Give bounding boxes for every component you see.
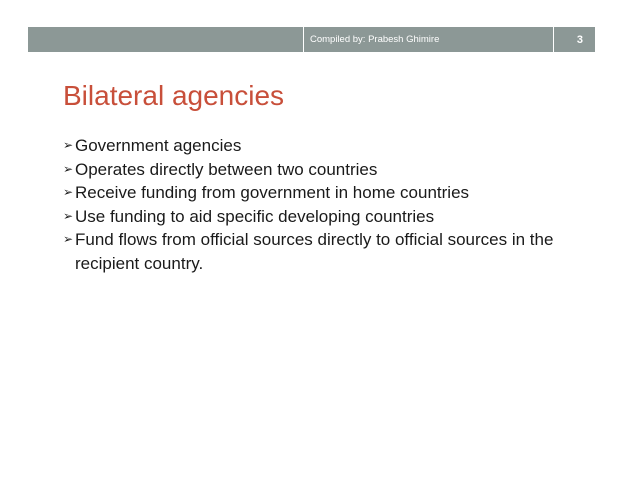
- bullet-item: [63, 134, 603, 158]
- bullet-text: Operates directly between two countries: [75, 159, 378, 179]
- bullet-item: [63, 181, 603, 205]
- bullet-item: [63, 205, 603, 229]
- bullet-item: [63, 158, 603, 182]
- slide-header-bar: [28, 27, 595, 52]
- header-credit-text: Compiled by: Prabesh Ghimire: [310, 34, 440, 45]
- arrow-bullet-icon: ➢: [63, 138, 74, 152]
- bullet-text: Receive funding from government in home countries: [75, 183, 470, 202]
- bullet-text: Government agencies: [75, 136, 242, 155]
- header-left-block: [28, 27, 303, 52]
- header-divider: [303, 27, 304, 52]
- slide-title: Bilateral agencies: [63, 80, 285, 111]
- bullet-text: Use funding to aid specific developing countries: [75, 206, 435, 226]
- arrow-bullet-icon: ➢: [63, 208, 74, 223]
- arrow-bullet-icon: ➢: [63, 232, 74, 246]
- bullet-item: [63, 228, 603, 275]
- slide-page-number: 3: [576, 34, 583, 46]
- bullet-list: [63, 134, 603, 275]
- arrow-bullet-icon: ➢: [63, 185, 74, 199]
- header-divider: [553, 27, 554, 52]
- arrow-bullet-icon: ➢: [63, 161, 74, 176]
- bullet-text: Fund flows from official sources directly to official sources in the recipient country.: [75, 230, 554, 273]
